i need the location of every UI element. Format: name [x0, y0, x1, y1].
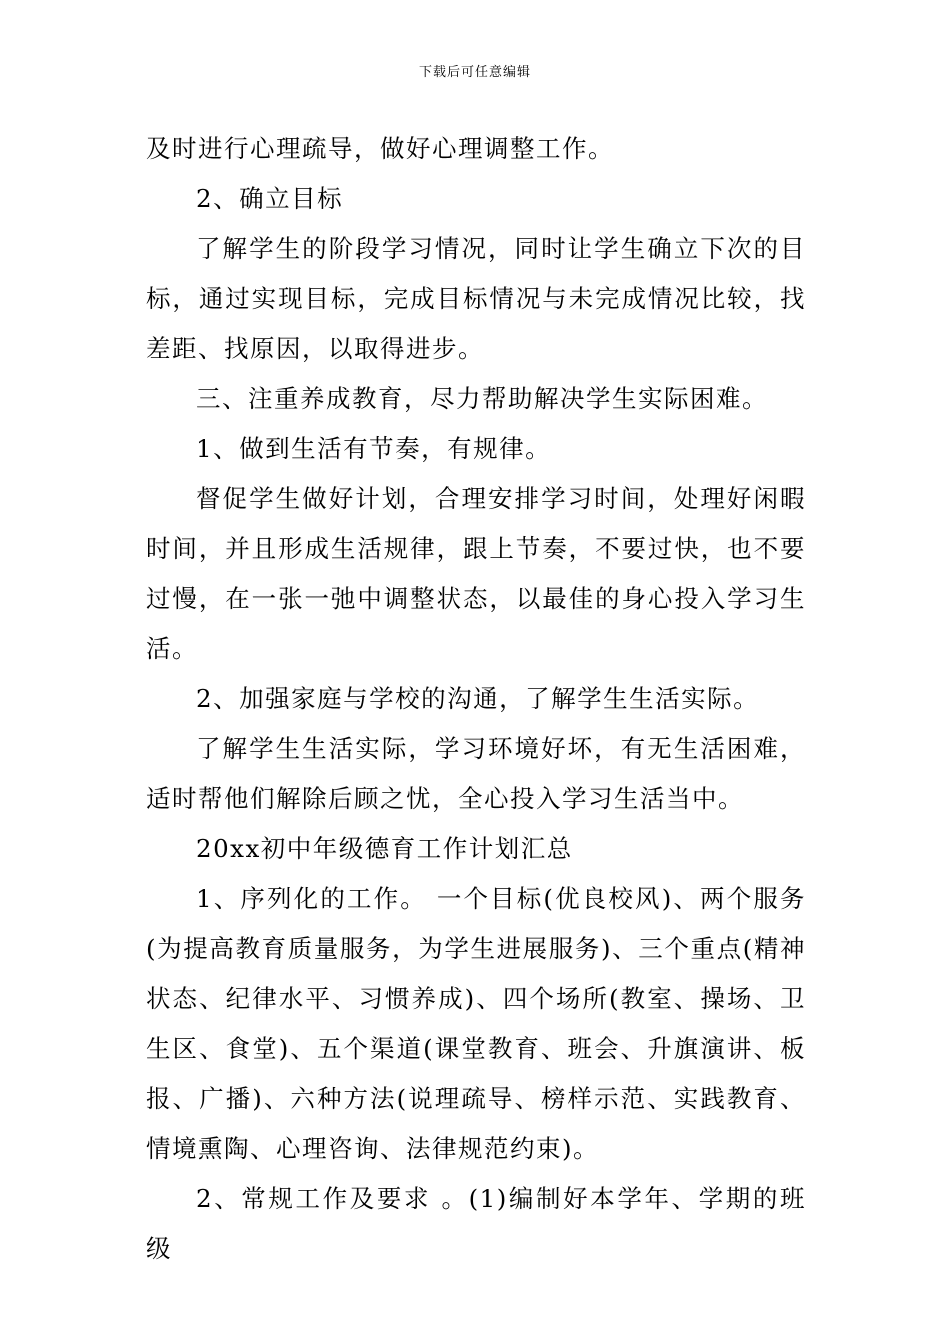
paragraph-6: 督促学生做好计划，合理安排学习时间，处理好闲暇时间，并且形成生活规律，跟上节奏，不要过快，也不要过慢，在一张一弛中调整状态，以最佳的身心投入学习生活。: [146, 484, 806, 663]
paragraph-2: 2、确立目标: [196, 184, 344, 213]
paragraph-5: 1、做到生活有节奏，有规律。: [196, 434, 552, 463]
paragraph-3: 了解学生的阶段学习情况，同时让学生确立下次的目标，通过实现目标，完成目标情况与未完成情况比较，找差距、找原因，以取得进步。: [146, 234, 806, 363]
paragraph-4: 三、注重养成教育，尽力帮助解决学生实际困难。: [196, 384, 768, 413]
paragraph-1: 及时进行心理疏导，做好心理调整工作。: [146, 134, 614, 163]
paragraph-11: 2、常规工作及要求 。(1)编制好本学年、学期的班级: [146, 1184, 806, 1263]
paragraph-8: 了解学生生活实际，学习环境好坏，有无生活困难，适时帮他们解除后顾之忧，全心投入学习生活当中。: [146, 734, 806, 813]
paragraph-7: 2、加强家庭与学校的沟通，了解学生生活实际。: [196, 684, 760, 713]
paragraph-9: 20xx初中年级德育工作计划汇总: [196, 834, 573, 863]
paragraph-10: 1、序列化的工作。 一个目标(优良校风)、两个服务(为提高教育质量服务，为学生进展服务)、三个重点(精神状态、纪律水平、习惯养成)、四个场所(教室、操场、卫生区、食堂)、五个渠道(课堂教育、班会、升旗演讲、板报、广播)、六种方法(说理疏导、榜样示范、实践教育、情境熏陶、心理咨询、法律规范约束)。: [146, 884, 806, 1163]
document-body: [146, 124, 806, 1274]
page-header-note: 下载后可任意编辑: [418, 65, 531, 80]
